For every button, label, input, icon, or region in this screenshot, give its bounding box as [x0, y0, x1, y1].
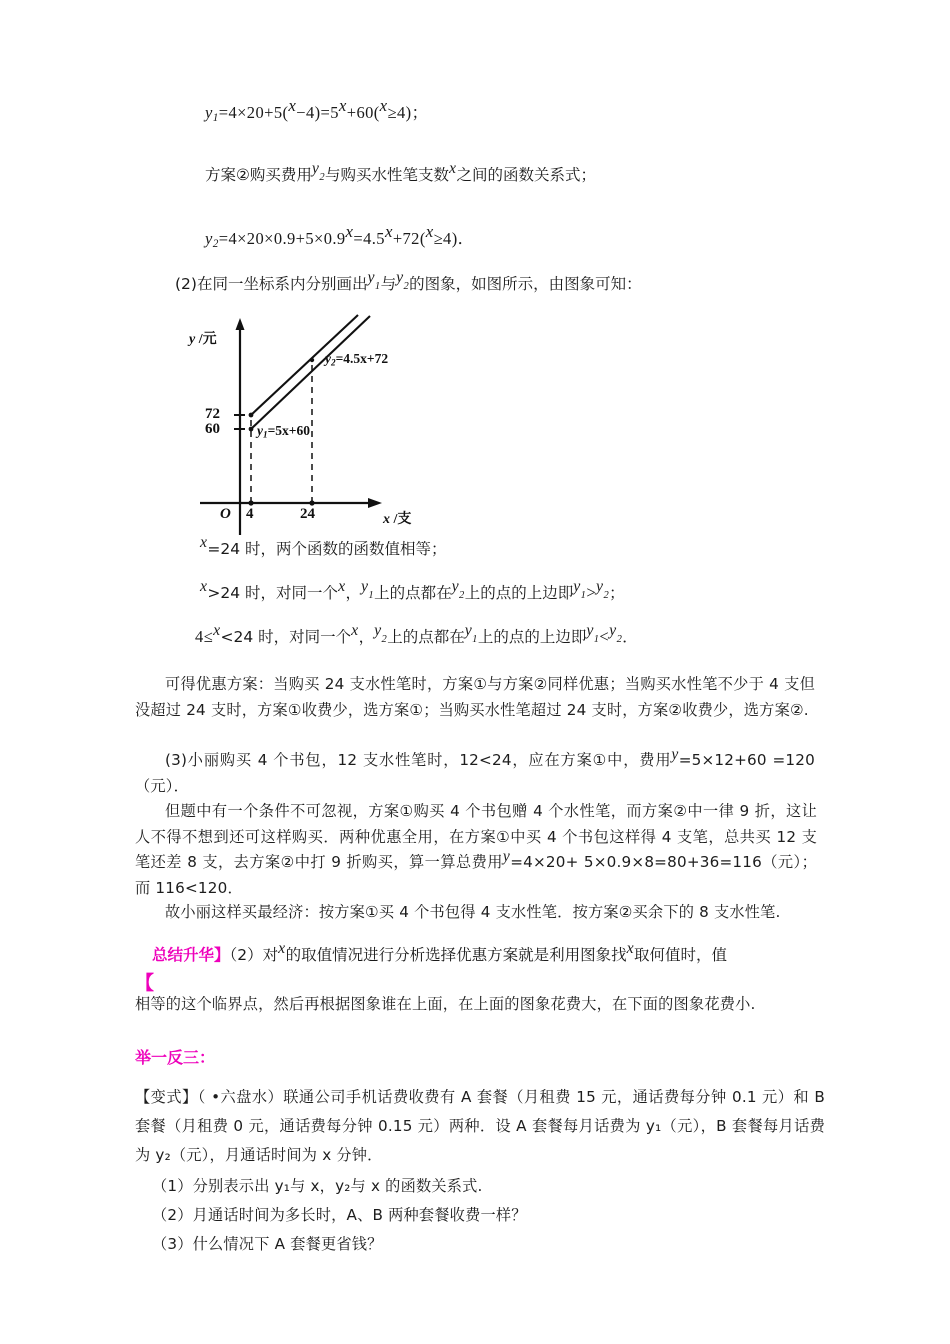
- variant-section-heading: 举一反三：: [135, 1048, 216, 1067]
- cond2-y2b-sub: 2: [603, 590, 610, 602]
- cond3-d: 上的点的上边即: [477, 628, 587, 646]
- plan2-text-b: 与购买水性笔支数: [325, 166, 450, 184]
- condition-greater: [200, 578, 625, 604]
- equation-y1: [205, 95, 429, 125]
- x-tick-label-4: 4: [246, 506, 254, 522]
- step2-lead: [175, 269, 642, 295]
- y-axis-label: y /元: [189, 332, 217, 347]
- summary-x2: x: [626, 940, 634, 958]
- x-axis-label: x /支: [383, 512, 412, 527]
- series-y2-rhs: =4.5x+72: [335, 351, 389, 366]
- x-axis-arrow: [368, 498, 382, 508]
- cond3-y1: y: [464, 622, 473, 640]
- cond1-x: x: [200, 534, 208, 552]
- paragraph-discount-plan: 可得优惠方案：当购买 24 支水性笔时，方案①与方案②同样优惠；当购买水性笔不少于 4 支但没超过 24 支时，方案①收费少，选方案①；当购买水性笔超过 24 支时，方案②收费少，选方案②.: [135, 675, 815, 719]
- cond2-y2-sub: 2: [459, 590, 465, 602]
- x-tick-dot-4: [248, 500, 253, 505]
- plan2-text-c: 之间的函数关系式；: [456, 166, 596, 184]
- cond3-a: <24 时，对同一个: [220, 628, 352, 646]
- eq1-body-d: ≥4)；: [387, 103, 429, 122]
- series-y1-rhs: =5x+60: [267, 423, 310, 438]
- cond2-c: 上的点都在: [374, 584, 452, 602]
- summary-line: [152, 940, 728, 965]
- step2-y1-sub: 1: [374, 281, 381, 293]
- x-tick-dot-24: [309, 500, 314, 505]
- cond3-y1b: y: [586, 622, 594, 640]
- condition-equal: [200, 534, 447, 559]
- cond3-y2-sub: 2: [381, 634, 388, 646]
- y2-start-dot: [249, 413, 254, 418]
- variant-question-2: （2）月通话时间为多长时，A、B 两种套餐收费一样？: [152, 1206, 527, 1224]
- series-label-y2: [325, 351, 388, 368]
- line-y1: [251, 316, 370, 429]
- y-tick-label-72: 72: [205, 406, 220, 422]
- cond2-d: 上的点的上边即: [464, 584, 574, 602]
- summary-x1: x: [278, 940, 286, 958]
- series-y1-sub: 1: [263, 429, 268, 440]
- eq2-x1: x: [345, 221, 354, 241]
- p3-pre: 但题中有一个条件不可忽视，方案①购买 4 个书包赠 4 个水性笔，而方案②中一律 9 折，这让人不得不想到还可这样购买．两种优惠全用，在方案①中买 4 个书包这样得 4 支笔，总共买 12 支笔还差 8 支，去方案②中打 9 折购买，算一算总费用: [135, 802, 817, 871]
- step2-y1: y: [367, 269, 375, 287]
- cond2-b: ，: [345, 584, 361, 602]
- plan2-description: [205, 160, 596, 186]
- summary-text-c: 取何值时，值: [634, 946, 728, 964]
- plan2-y2-sub: 2: [319, 172, 325, 184]
- y-tick-label-60: 60: [205, 421, 220, 437]
- cond3-y2: y: [374, 622, 382, 640]
- p3-y: y: [502, 847, 511, 865]
- plan2-y2: y: [311, 160, 320, 178]
- eq1-body-c: +60(: [346, 103, 380, 122]
- eq2-lhs-sub: 2: [212, 238, 219, 251]
- eq2-body-d: ≥4)．: [433, 229, 475, 248]
- eq2-x3: x: [425, 221, 434, 241]
- step2-mid: 与: [380, 275, 397, 293]
- cond3-y2b: y: [609, 622, 617, 640]
- paragraph-extra-condition: [135, 799, 817, 901]
- y-axis-arrow: [236, 318, 245, 330]
- variant-prompt-text: （ •六盘水）联通公司手机话费收费有 A 套餐（月租费 15 元，通话费每分钟 0.1 元）和 B 套餐（月租费 0 元，通话费每分钟 0.15 元）两种．设 A 套餐每月话费为 y₁（元），B 套餐每月话费为 y₂（元），月通话时间为 x 分钟．: [135, 1088, 825, 1164]
- cond1-text: =24 时，两个函数的函数值相等；: [207, 540, 447, 558]
- step2-suffix: 的图象，如图所示，由图象可知：: [409, 275, 642, 293]
- series-y2-lhs: y: [325, 351, 331, 366]
- eq1-body-a: =4×20+5(: [218, 103, 289, 122]
- cond2-y1b: y: [573, 578, 581, 596]
- p2-post: =5×12+60 =120（元）．: [135, 751, 815, 795]
- cond3-x: x: [213, 622, 221, 640]
- cond2-end: ；: [609, 584, 625, 602]
- cond3-b: ，: [358, 628, 375, 646]
- step2-y2: y: [396, 269, 404, 287]
- cond2-x: x: [200, 578, 208, 596]
- series-label-y1: [257, 423, 310, 440]
- eq2-body-b: =4.5: [353, 229, 385, 248]
- series-y2-sub: 2: [331, 357, 336, 368]
- cond2-y2b: y: [596, 578, 604, 596]
- origin-label: O: [220, 506, 231, 522]
- summary-open-bracket: 【: [135, 972, 155, 994]
- eq1-body-b: −4)=5: [296, 103, 339, 122]
- cond3-c: 上的点都在: [387, 628, 465, 646]
- cond2-a: >24 时，对同一个: [207, 584, 339, 602]
- paragraph-step3: [135, 745, 815, 799]
- condition-between: [195, 622, 638, 648]
- cond2-x2: x: [338, 578, 346, 596]
- eq1-x2: x: [338, 95, 347, 115]
- intersection-dot: [310, 358, 314, 362]
- series-y1-lhs: y: [257, 423, 263, 438]
- cond3-lead: 4≤: [195, 627, 214, 646]
- paragraph-conclusion: 故小丽这样买最经济：按方案①买 4 个书包得 4 支水性笔．按方案②买余下的 8 支水性笔.: [165, 903, 781, 921]
- plan2-text-a: 方案②购买费用: [205, 166, 312, 184]
- cond2-y1b-sub: 1: [580, 590, 587, 602]
- variant-question-1: （1）分别表示出 y₁与 x，y₂与 x 的函数关系式.: [152, 1177, 483, 1195]
- summary-continuation: 相等的这个临界点，然后再根据图象谁在上面，在上面的图象花费大，在下面的图象花费小.: [135, 995, 756, 1013]
- p3-post: =4×20+ 5×0.9×8=80+36=116（元）；而 116<120．: [135, 853, 817, 897]
- cond2-y1-sub: 1: [368, 590, 375, 602]
- eq2-lhs: y: [205, 229, 213, 248]
- p2-pre: (3)小丽购买 4 个书包，12 支水性笔时，12<24，应在方案①中，费用: [165, 751, 672, 769]
- plan2-x: x: [449, 160, 457, 178]
- eq2-body-a: =4×20×0.9+5×0.9: [218, 229, 346, 248]
- cond3-lt: <: [599, 627, 610, 646]
- eq2-body-c: +72(: [392, 229, 426, 248]
- variant-question-3: （3）什么情况下 A 套餐更省钱？: [152, 1235, 383, 1253]
- graph-svg: [185, 310, 515, 535]
- y1-start-dot: [249, 427, 254, 432]
- cond3-end: ．: [622, 628, 638, 646]
- eq1-lhs: y: [205, 103, 213, 122]
- cond2-gt: >: [586, 583, 597, 602]
- function-graph: [185, 310, 515, 535]
- cond3-y1-sub: 1: [472, 634, 478, 646]
- eq1-lhs-sub: 1: [212, 112, 219, 125]
- equation-y2: [205, 221, 475, 251]
- cond3-y2b-sub: 2: [616, 634, 623, 646]
- summary-text-b: 的取值情况进行分析选择优惠方案就是利用图象找: [285, 946, 627, 964]
- x-tick-label-24: 24: [300, 506, 315, 522]
- step2-y2-sub: 2: [403, 281, 410, 293]
- summary-text-a: （2）对: [229, 946, 279, 964]
- step2-prefix: (2)在同一坐标系内分别画出: [175, 275, 368, 293]
- eq1-x3: x: [379, 95, 388, 115]
- cond3-y1b-sub: 1: [593, 634, 600, 646]
- variant-tag: 【变式】: [135, 1088, 198, 1106]
- variant-prompt: [135, 1083, 825, 1170]
- cond3-x2: x: [351, 622, 359, 640]
- p2-y: y: [671, 745, 679, 763]
- cond2-y2: y: [451, 578, 460, 596]
- summary-heading: 总结升华】: [152, 946, 230, 964]
- eq2-x2: x: [384, 221, 393, 241]
- eq1-x1: x: [288, 95, 297, 115]
- cond2-y1: y: [361, 578, 369, 596]
